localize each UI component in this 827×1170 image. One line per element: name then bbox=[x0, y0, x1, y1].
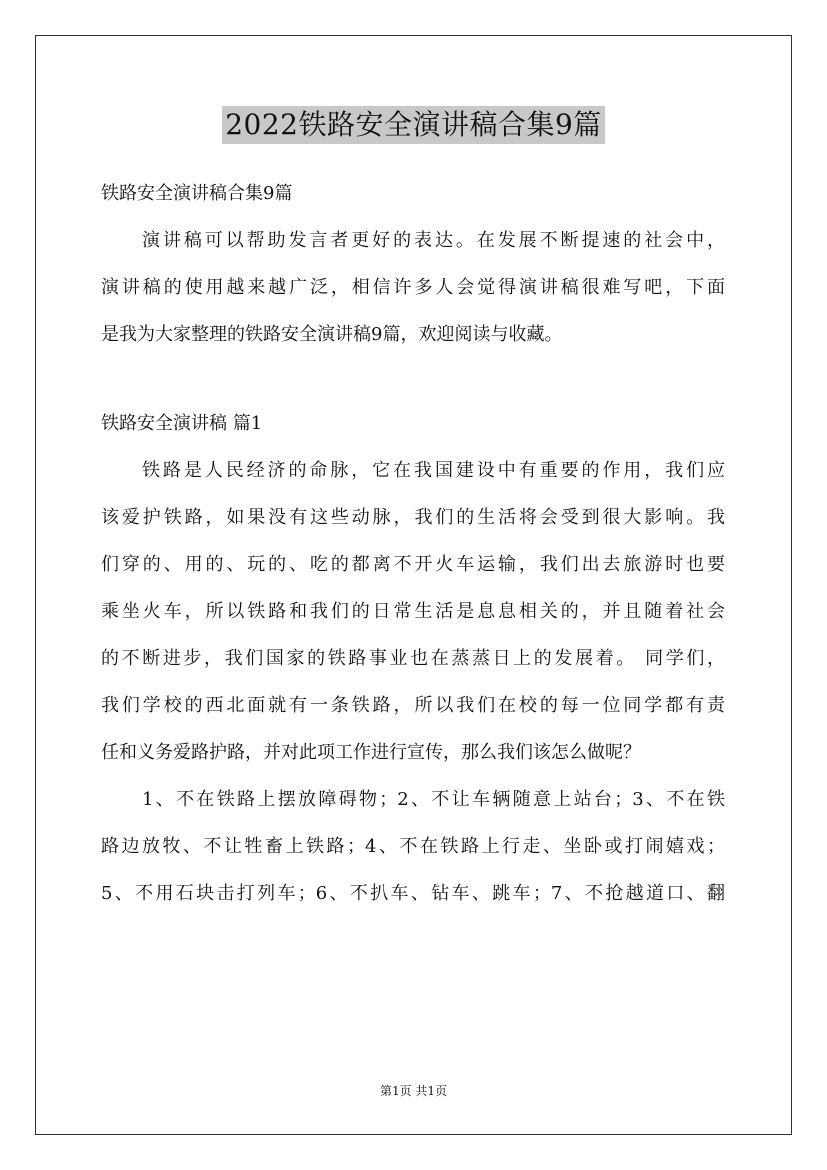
document-body bbox=[101, 170, 725, 917]
intro-line: 演讲稿可以帮助发言者更好的表达。在发展不断提速的社会中， bbox=[142, 230, 725, 251]
section-line: 铁路是人民经济的命脉，它在我国建设中有重要的作用，我们应 bbox=[142, 460, 725, 481]
section-line: 我们学校的西北面就有一条铁路，所以我们在校的每一位同学都有责 bbox=[101, 695, 725, 716]
page-footer bbox=[0, 1083, 827, 1099]
list-line: 路边放牧、不让牲畜上铁路；4、不在铁路上行走、坐卧或打闹嬉戏； bbox=[101, 836, 725, 857]
section-line: 乘坐火车，所以铁路和我们的日常生活是息息相关的，并且随着社会 bbox=[101, 601, 725, 622]
intro-line: 演讲稿的使用越来越广泛，相信许多人会觉得演讲稿很难写吧，下面 bbox=[101, 277, 725, 298]
section-heading: 铁路安全演讲稿 篇1 bbox=[101, 413, 263, 434]
document-title-text: 2022铁路安全演讲稿合集9篇 bbox=[222, 106, 605, 144]
intro-line: 是我为大家整理的铁路安全演讲稿9篇，欢迎阅读与收藏。 bbox=[101, 324, 563, 345]
list-line: 1、不在铁路上摆放障碍物；2、不让车辆随意上站台；3、不在铁 bbox=[142, 789, 725, 810]
section-line: 任和义务爱路护路，并对此项工作进行宣传，那么我们该怎么做呢？ bbox=[101, 742, 641, 763]
page-number: 第1页 共1页 bbox=[379, 1084, 448, 1098]
section-line: 该爱护铁路，如果没有这些动脉，我们的生活将会受到很大影响。我 bbox=[101, 507, 725, 528]
section-line: 的不断进步，我们国家的铁路事业也在蒸蒸日上的发展着。 同学们， bbox=[101, 648, 725, 669]
section-line: 们穿的、用的、玩的、吃的都离不开火车运输，我们出去旅游时也要 bbox=[101, 554, 725, 575]
subtitle: 铁路安全演讲稿合集9篇 bbox=[101, 183, 293, 204]
paragraph-gap bbox=[101, 358, 725, 400]
document-title bbox=[0, 104, 827, 144]
list-line: 5、不用石块击打列车；6、不扒车、钻车、跳车；7、不抢越道口、翻 bbox=[101, 883, 725, 904]
